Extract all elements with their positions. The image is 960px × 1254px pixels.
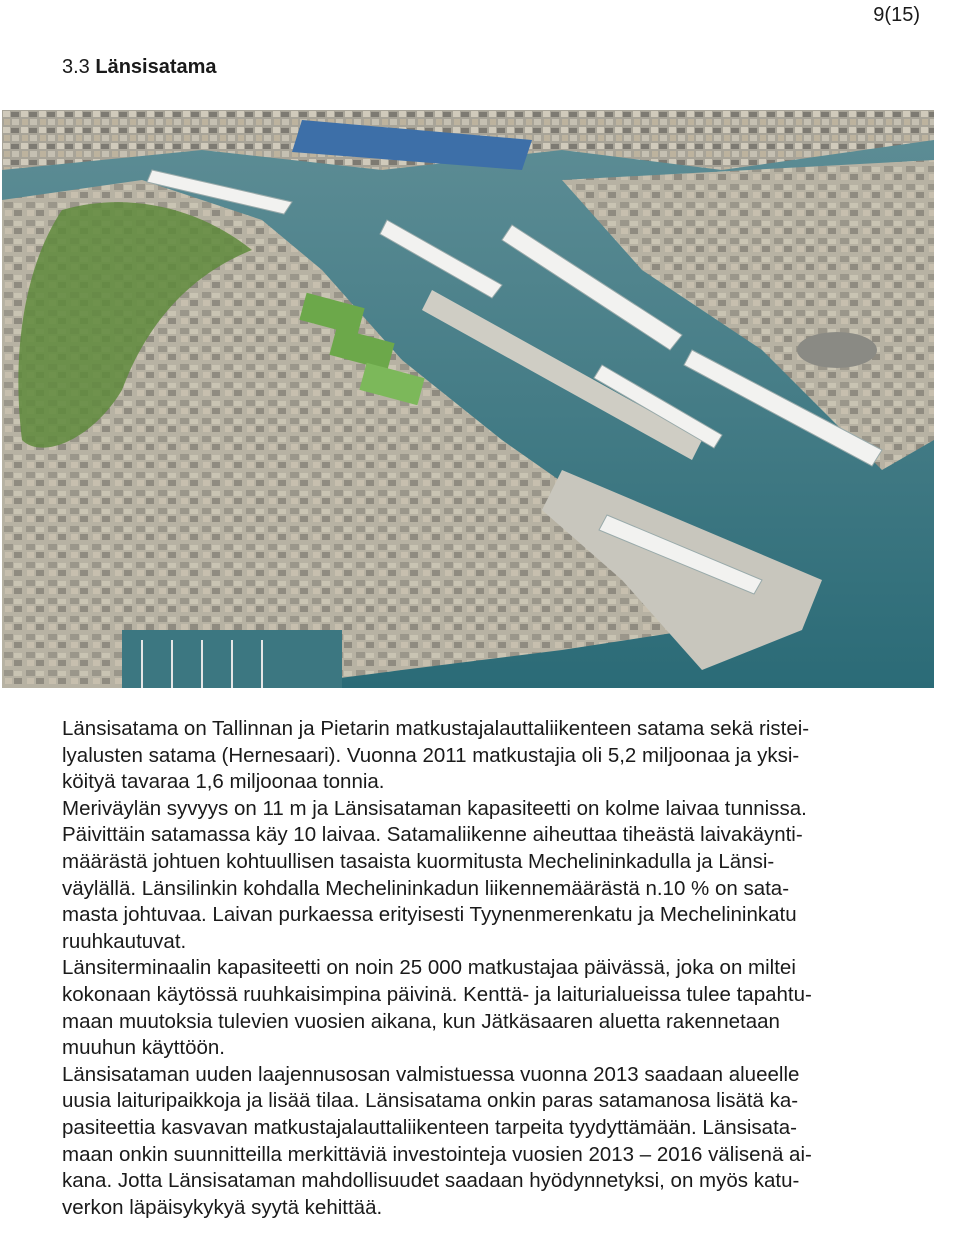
text-line: pasiteettia kasvavan matkustajalauttaliikenteen tarpeita tyydyttämään. Länsisata-	[62, 1115, 797, 1139]
round-terminal	[797, 332, 877, 368]
aerial-rendering-illustration	[2, 110, 934, 688]
section-number: 3.3	[62, 56, 90, 78]
text-line: Päivittäin satamassa käy 10 laivaa. Satamaliikenne aiheuttaa tiheästä laivakäynti-	[62, 823, 803, 847]
paragraph	[62, 1062, 942, 1222]
paragraph	[62, 955, 942, 1061]
text-line: Länsiterminaalin kapasiteetti on noin 25 000 matkustajaa päivässä, joka on miltei	[62, 956, 796, 980]
page-number: 9(15)	[873, 4, 920, 26]
aerial-photo	[2, 110, 934, 688]
text-line: maan muutoksia tulevien vuosien aikana, kun Jätkäsaaren aluetta rakennetaan	[62, 1009, 780, 1033]
text-line: köityä tavaraa 1,6 miljoonaa tonnia.	[62, 770, 385, 794]
text-line: kana. Jotta Länsisataman mahdollisuudet saadaan hyödynnetyksi, on myös katu-	[62, 1169, 800, 1193]
text-line: Meriväylän syvyys on 11 m ja Länsisataman kapasiteetti on kolme laivaa tunnissa.	[62, 796, 807, 820]
section-title	[62, 56, 217, 79]
text-line: maan onkin suunnitteilla merkittäviä investointeja vuosien 2013 – 2016 välisenä ai-	[62, 1142, 812, 1166]
text-line: masta johtuvaa. Laivan purkaessa erityisesti Tyynenmerenkatu ja Mechelininkatu	[62, 903, 797, 927]
text-line: uusia laituripaikkoja ja lisää tilaa. Länsisatama onkin paras satamanosa lisätä ka-	[62, 1089, 799, 1113]
text-line: määrästä johtuen kohtuullisen tasaista kuormitusta Mechelininkadulla ja Länsi-	[62, 849, 775, 873]
text-line: kokonaan käytössä ruuhkaisimpina päivinä. Kenttä- ja laiturialueissa tulee tapahtu-	[62, 982, 812, 1006]
text-line: Länsisataman uuden laajennusosan valmistuessa vuonna 2013 saadaan alueelle	[62, 1062, 800, 1086]
text-line: lyalusten satama (Hernesaari). Vuonna 2011 matkustajia oli 5,2 miljoonaa ja yksi-	[62, 743, 800, 767]
text-line: verkon läpäisykykyä syytä kehittää.	[62, 1195, 383, 1219]
text-line: väylällä. Länsilinkin kohdalla Mechelininkadun liikennemäärästä n.10 % on sata-	[62, 876, 790, 900]
text-line: Länsisatama on Tallinnan ja Pietarin matkustajalauttaliikenteen satama sekä ristei-	[62, 717, 810, 740]
text-line: muuhun käyttöön.	[62, 1036, 225, 1060]
text-line: ruuhkautuvat.	[62, 929, 187, 953]
body-text	[62, 716, 942, 1221]
section-heading: Länsisatama	[95, 56, 217, 78]
paragraph	[62, 716, 942, 955]
